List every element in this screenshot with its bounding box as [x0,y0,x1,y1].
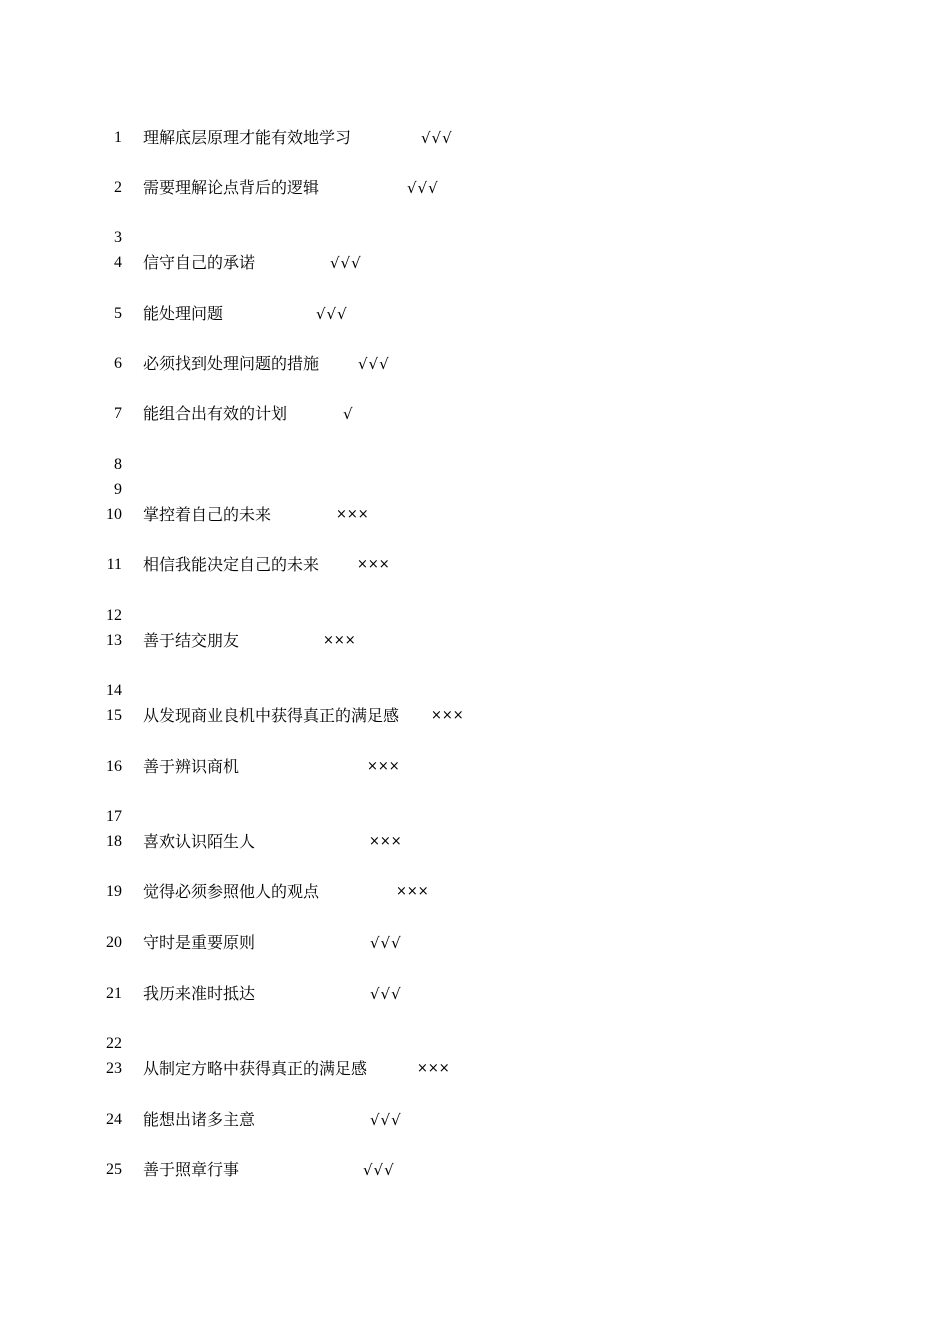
item-number: 6 [114,355,122,372]
item-text: 能组合出有效的计划 [143,404,288,423]
cross-mark: ××× [336,507,369,522]
item-number: 5 [114,305,122,322]
check-mark: √√√ [370,934,402,952]
item-number: 7 [114,405,122,422]
item-text: 善于辨识商机 [143,757,240,776]
item-number: 24 [106,1111,122,1128]
item-number: 2 [114,179,122,196]
item-number: 20 [106,934,122,951]
cross-mark: ××× [431,708,464,723]
item-number: 9 [114,481,122,498]
item-number: 19 [106,883,122,900]
item-text: 从制定方略中获得真正的满足感 [143,1059,368,1078]
item-text: 从发现商业良机中获得真正的满足感 [143,706,400,725]
item-number: 11 [106,556,122,573]
item-text: 守时是重要原则 [143,933,256,952]
item-number: 1 [114,129,122,146]
item-text: 必须找到处理问题的措施 [143,354,320,373]
item-text: 善于照章行事 [143,1160,240,1179]
item-text: 觉得必须参照他人的观点 [143,882,320,901]
check-mark: √√√ [363,1161,395,1179]
item-number: 15 [106,707,122,724]
item-text: 相信我能决定自己的未来 [143,555,320,574]
item-text: 喜欢认识陌生人 [143,832,256,851]
check-mark: √√√ [316,305,348,323]
item-number: 21 [106,985,122,1002]
item-number: 10 [106,506,122,523]
check-mark: √√√ [370,1111,402,1129]
item-number: 14 [106,682,122,699]
item-text: 理解底层原理才能有效地学习 [143,128,352,147]
check-mark: √√√ [330,254,362,272]
check-mark: √√√ [358,355,390,373]
item-number: 12 [106,607,122,624]
cross-mark: ××× [357,557,390,572]
item-number: 18 [106,833,122,850]
cross-mark: ××× [369,834,402,849]
item-number: 22 [106,1035,122,1052]
item-number: 3 [114,229,122,246]
cross-mark: ××× [367,759,400,774]
item-text: 我历来准时抵达 [143,984,256,1003]
item-text: 掌控着自己的未来 [143,505,272,524]
check-mark: √√√ [421,129,453,147]
cross-mark: ××× [323,633,356,648]
item-text: 能想出诸多主意 [143,1110,256,1129]
item-text: 信守自己的承诺 [143,253,256,272]
item-text: 需要理解论点背后的逻辑 [143,178,320,197]
check-mark: √ [343,405,354,423]
item-number: 4 [114,254,122,271]
cross-mark: ××× [417,1061,450,1076]
item-number: 17 [106,808,122,825]
item-number: 23 [106,1060,122,1077]
item-number: 8 [114,456,122,473]
check-mark: √√√ [370,985,402,1003]
item-text: 能处理问题 [143,304,224,323]
item-text: 善于结交朋友 [143,631,240,650]
item-number: 13 [106,632,122,649]
item-number: 25 [106,1161,122,1178]
check-mark: √√√ [407,179,439,197]
item-number: 16 [106,758,122,775]
cross-mark: ××× [396,884,429,899]
